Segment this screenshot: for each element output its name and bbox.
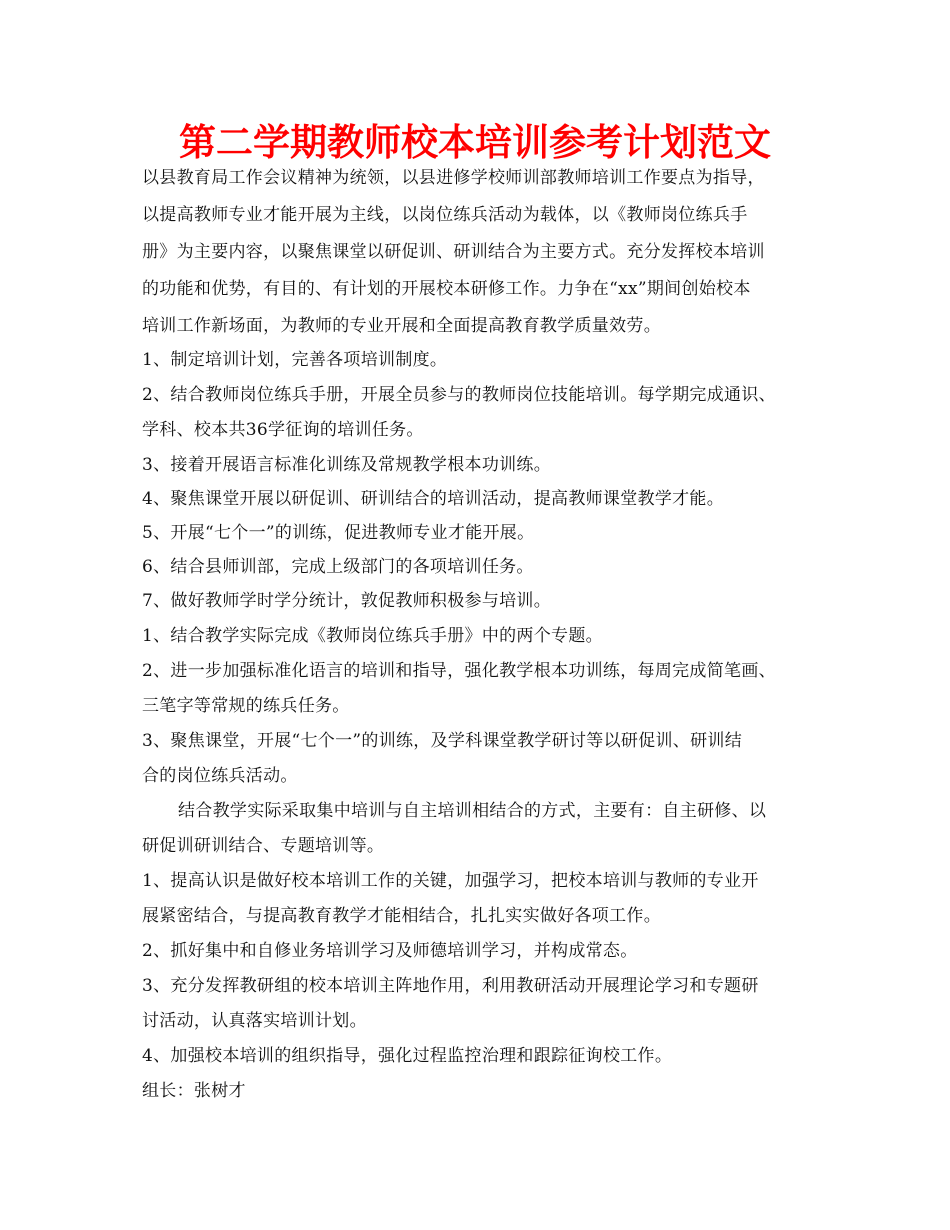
document-title: 第二学期教师校本培训参考计划范文: [179, 120, 771, 164]
list-item: 2、进一步加强标准化语言的培训和指导，强化教学根本功训练，每周完成简笔画、: [142, 661, 776, 681]
list-item: 4、聚焦课堂开展以研促训、研训结合的培训活动，提高教师课堂教学才能。: [142, 489, 725, 509]
paragraph-line: 以县教育局工作会议精神为统领，以县进修学校师训部教师培训工作要点为指导，: [142, 168, 765, 188]
list-item: 7、做好教师学时学分统计，敦促教师积极参与培训。: [142, 591, 552, 611]
list-item: 1、提高认识是做好校本培训工作的关键，加强学习，把校本培训与教师的专业开: [142, 871, 759, 891]
paragraph-line: 研促训研训结合、专题培训等。: [142, 836, 385, 856]
list-item: 合的岗位练兵活动。: [142, 766, 298, 786]
list-item: 2、抓好集中和自修业务培训学习及师德培训学习，并构成常态。: [142, 941, 638, 961]
paragraph-line: 册》为主要内容，以聚焦课堂以研促训、研训结合为主要方式。充分发挥校本培训: [142, 242, 765, 262]
list-item: 1、制定培训计划，完善各项培训制度。: [142, 350, 448, 370]
list-item: 讨活动，认真落实培训计划。: [142, 1011, 367, 1031]
list-item: 学科、校本共36学征询的培训任务。: [142, 420, 424, 440]
paragraph-line: 以提高教师专业才能开展为主线，以岗位练兵活动为载体，以《教师岗位练兵手: [142, 205, 748, 225]
list-item: 2、结合教师岗位练兵手册，开展全员参与的教师岗位技能培训。每学期完成通识、: [142, 385, 776, 405]
list-item: 展紧密结合，与提高教育教学才能相结合，扎扎实实做好各项工作。: [142, 906, 661, 926]
list-item: 4、加强校本培训的组织指导，强化过程监控治理和跟踪征询校工作。: [142, 1046, 673, 1066]
list-item: 三笔字等常规的练兵任务。: [142, 696, 350, 716]
list-item: 3、接着开展语言标准化训练及常规教学根本功训练。: [142, 455, 552, 475]
paragraph-line: 结合教学实际采取集中培训与自主培训相结合的方式，主要有：自主研修、以: [178, 801, 767, 821]
list-item: 3、充分发挥教研组的校本培训主阵地作用，利用教研活动开展理论学习和专题研: [142, 976, 759, 996]
list-item: 3、聚焦课堂，开展“七个一”的训练，及学科课堂教学研讨等以研促训、研训结: [142, 731, 742, 751]
list-item: 1、结合教学实际完成《教师岗位练兵手册》中的两个专题。: [142, 626, 603, 646]
list-item: 6、结合县师训部，完成上级部门的各项培训任务。: [142, 557, 534, 577]
list-item: 5、开展“七个一”的训练，促进教师专业才能开展。: [142, 523, 535, 543]
paragraph-line: 的功能和优势，有目的、有计划的开展校本研修工作。力争在“xx”期间创始校本: [142, 279, 751, 299]
signature-line: 组长：张树才: [142, 1081, 246, 1101]
paragraph-line: 培训工作新场面，为教师的专业开展和全面提高教育教学质量效劳。: [142, 316, 661, 336]
